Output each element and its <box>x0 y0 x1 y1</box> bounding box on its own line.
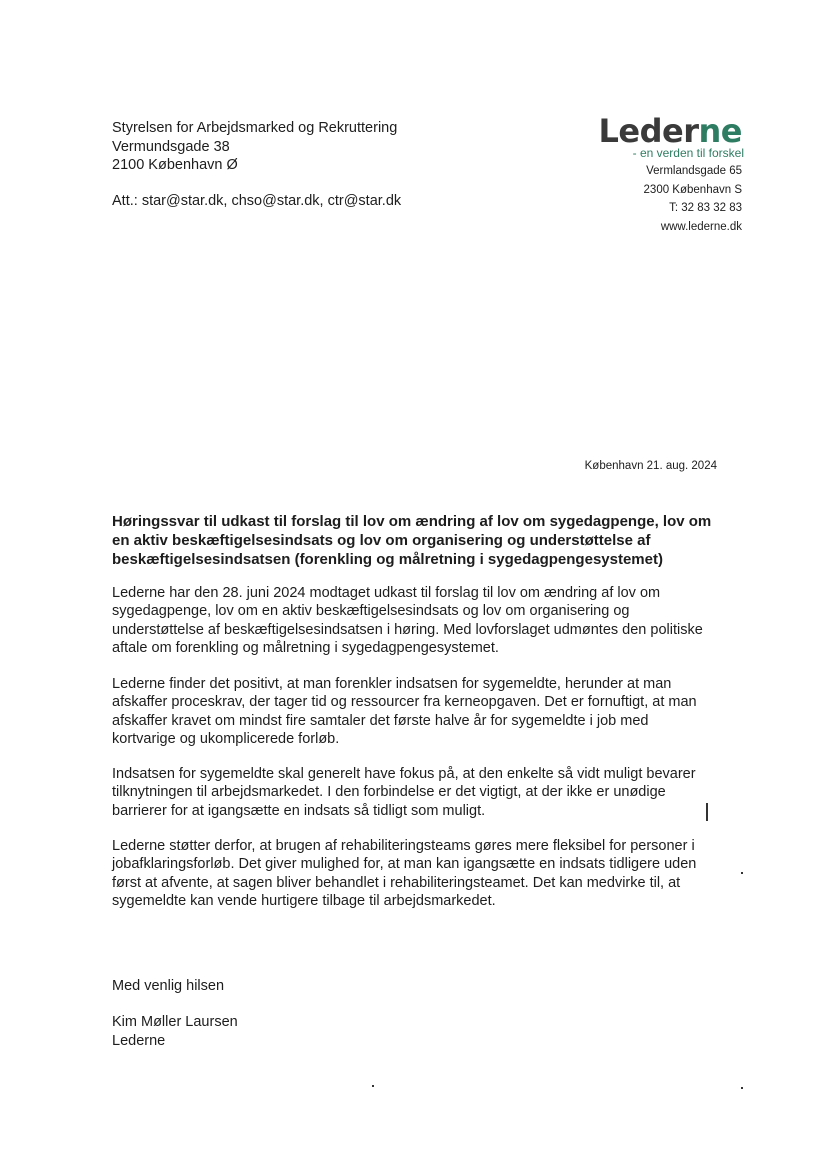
sender-contact-line: T: 32 83 32 83 <box>669 202 742 214</box>
sender-block <box>599 114 742 236</box>
closing: Med venlig hilsen <box>112 978 225 994</box>
body-paragraph: Lederne finder det positivt, at man forenkler indsatsen for sygemeldte, herunder at man afskaffer proceskrav, der tager tid og ressourcer fra kerneopgaven. Det er fornuftigt, at man afskaffer kravet om mindst fire samtaler det første halve år for sygemeldte i job med kortvarige og ukomplicerede forløb. <box>112 676 697 748</box>
lederne-logo <box>599 114 742 148</box>
body-paragraph: Lederne støtter derfor, at brugen af rehabiliteringsteams gøres mere fleksibel for personer i jobafklaringsforløb. Det giver mulighed for, at man kan igangsætte en indsats tidligere uden først at afvente, at sagen bliver behandlet i rehabiliteringsteamet. Det kan medvirke til, at sygemeldte kan vende hurtigere tilbage til arbejdsmarkedet. <box>112 838 697 910</box>
recipient-address <box>112 119 397 175</box>
recipient-line: Vermundsgade 38 <box>112 138 230 155</box>
body-paragraph: Lederne har den 28. juni 2024 modtaget udkast til forslag til lov om ændring af lov om sygedagpenge, lov om en aktiv beskæftigelsesindsats og lov om organisering og understøttelse af beskæftigelsesindsatsen i høring. Med lovforslaget udmøntes den politiske aftale om forenkling og målretning i sygedagpengesystemet. <box>112 585 703 657</box>
sender-contact <box>599 162 742 236</box>
signature-block <box>112 1013 238 1050</box>
scan-speck <box>372 1085 374 1087</box>
sender-contact-line: 2300 København S <box>643 183 742 196</box>
attention-line: Att.: star@star.dk, chso@star.dk, ctr@star.dk <box>112 193 402 209</box>
recipient-line: Styrelsen for Arbejdsmarked og Rekruttering <box>112 120 398 136</box>
body-paragraph: Indsatsen for sygemeldte skal generelt have fokus på, at den enkelte så vidt muligt bevarer tilknytningen til arbejdsmarkedet. I den forbindelse er det vigtigt, at der ikke er unødige barrierer for at igangsætte en indsats så tidligt som muligt. <box>112 766 696 819</box>
recipient-line: 2100 København Ø <box>112 157 238 173</box>
signer-org: Lederne <box>112 1032 166 1049</box>
letter-title: Høringssvar til udkast til forslag til lov om ændring af lov om sygedagpenge, lov om en aktiv beskæftigelsesindsats og lov om organisering og understøttelse af beskæftigelsesindsatsen (forenkling og målretning i sygedagpengesystemet) <box>112 513 712 568</box>
scan-mark <box>706 803 708 821</box>
letter-date: København 21. aug. 2024 <box>584 460 717 472</box>
logo-tagline: - en verden til forskel <box>632 146 744 160</box>
scan-speck <box>741 1087 743 1089</box>
sender-contact-line: Vermlandsgade 65 <box>646 165 742 177</box>
logo-main: Leder <box>598 112 699 150</box>
logo-accent: ne <box>698 112 742 150</box>
scan-speck <box>741 872 743 874</box>
sender-contact-line: www.lederne.dk <box>660 220 742 233</box>
signer-name: Kim Møller Laursen <box>112 1014 238 1030</box>
